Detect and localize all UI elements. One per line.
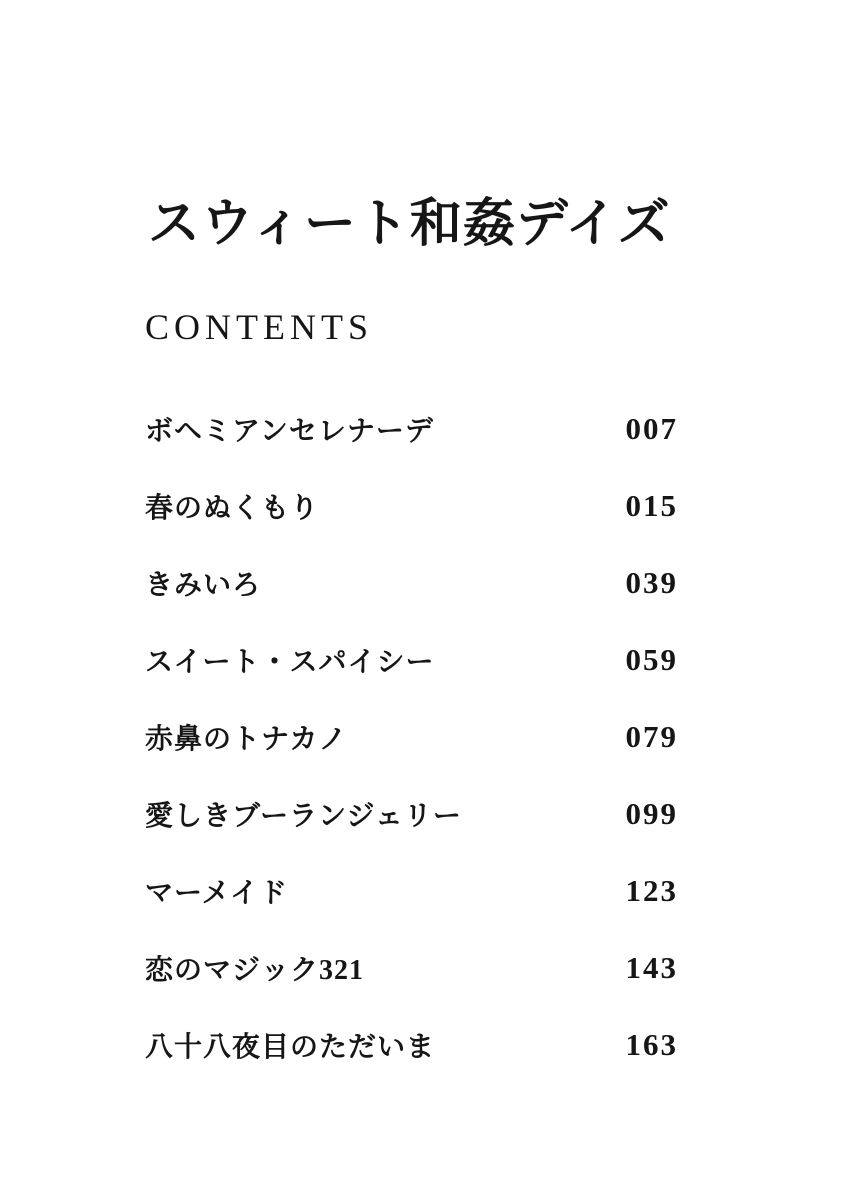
toc-entry-title: きみいろ: [145, 569, 262, 601]
book-title: スウィート和姦デイズ: [148, 196, 671, 253]
toc-entry: [145, 390, 678, 467]
toc-entry: [145, 929, 678, 1006]
toc-entry-title: ボヘミアンセレナーデ: [145, 415, 434, 447]
toc-entry-title: 春のぬくもり: [145, 492, 320, 524]
toc-entry: [145, 698, 678, 775]
toc-entry-title: 愛しきブーランジェリー: [145, 800, 462, 832]
toc-entry: [145, 775, 678, 852]
toc-entry: [145, 544, 678, 621]
toc-entry-page-number: 143: [625, 949, 678, 985]
toc-entry-page-number: 059: [625, 641, 678, 677]
toc-entry-page-number: 123: [625, 872, 678, 908]
toc-entry-page-number: 015: [625, 487, 678, 523]
toc-entry: [145, 852, 678, 929]
toc-entry-page-number: 039: [625, 564, 678, 600]
toc-list: [145, 390, 678, 1083]
toc-entry-page-number: 099: [625, 795, 678, 831]
toc-entry-title: 八十八夜目のただいま: [145, 1031, 436, 1063]
contents-heading: CONTENTS: [145, 307, 373, 347]
toc-entry: [145, 621, 678, 698]
toc-entry: [145, 467, 678, 544]
toc-entry-page-number: 007: [625, 410, 678, 446]
toc-entry-page-number: 163: [625, 1026, 678, 1062]
toc-entry: [145, 1006, 678, 1083]
toc-entry-title: 赤鼻のトナカノ: [145, 723, 348, 755]
toc-entry-title: 恋のマジック321: [145, 954, 365, 986]
toc-entry-title: マーメイド: [145, 877, 289, 909]
toc-entry-page-number: 079: [625, 718, 678, 754]
toc-entry-title: スイート・スパイシー: [145, 646, 435, 678]
